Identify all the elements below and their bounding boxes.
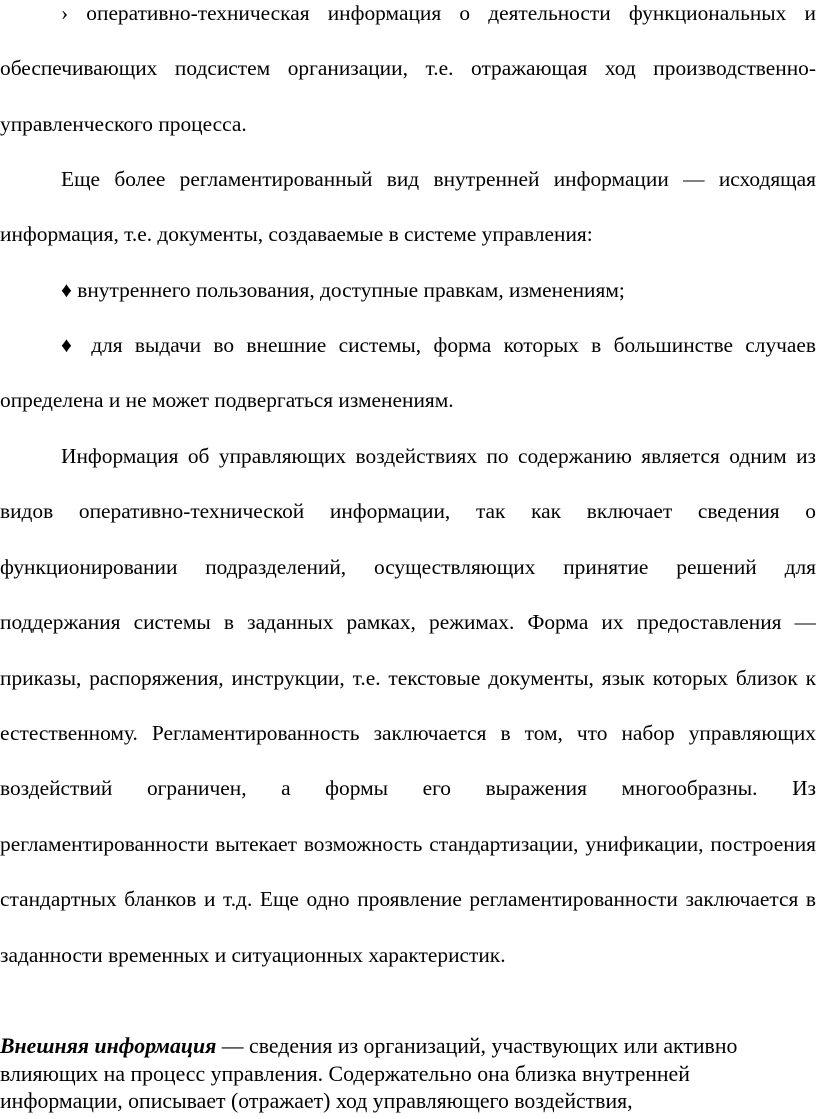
paragraph-external-info (0, 1033, 816, 1116)
paragraph-outgoing-info: Еще более регламентированный вид внутренней информации — исходящая информация, т.е. документы, создаваемые в системе управления: (0, 167, 816, 247)
list-item-internal-use: ♦ внутреннего пользования, доступные правкам, изменениям; (61, 278, 625, 302)
paragraph-control-actions: Информация об управляющих воздействиях по содержанию является одним из видов оперативно-технической информации, так как включает сведения о функционировании подразделений, осуществляющих принятие решений для поддержания системы в заданных рамках, режимах. Форма их предоставления — приказы, распоряжения, инструкции, т.е. текстовые документы, язык которых близок к естественному. Регламентированность заключается в том, что набор управляющих воздействий ограничен, а формы его выражения многообразны. Из регламентированности вытекает возможность стандартизации, унификации, построения стандартных бланков и т.д. Еще одно проявление регламентированности заключается в заданности временных и ситуационных характеристик. (0, 444, 816, 967)
paragraph-operational-info: › оперативно-техническая информация о деятельности функциональных и обеспечивающих подсистем организации, т.е. отражающая ход производственно-управленческого процесса. (0, 1, 816, 136)
term-external-info: Внешняя информация (0, 1034, 217, 1058)
list-item-external-systems: ♦ для выдачи во внешние системы, форма которых в большинстве случаев определена и не может подвергаться изменениям. (0, 333, 816, 413)
paragraph-external-info-text: — сведения из организаций, участвующих или активно влияющих на процесс управления. Содержательно она близка внутренней информации, описывает (отражает) ход управляющего воздействия, (0, 1034, 738, 1113)
